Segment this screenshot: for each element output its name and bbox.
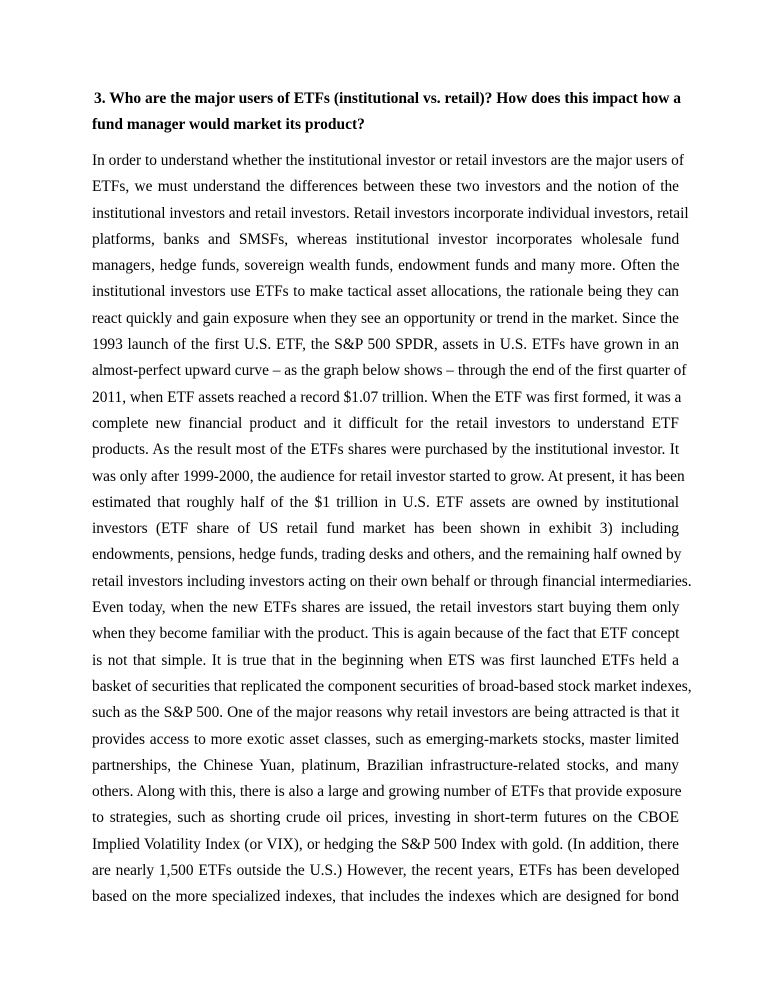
paragraph-line: products. As the result most of the ETFs shares were purchased by the institutional investor. It <box>92 441 680 459</box>
paragraph-line: almost-perfect upward curve – as the graph below shows – through the end of the first quarter of <box>92 362 687 380</box>
paragraph-line: platforms, banks and SMSFs, whereas institutional investor incorporates wholesale fund <box>92 230 680 248</box>
paragraph-line: complete new financial product and it difficult for the retail investors to understand ETF <box>92 414 679 432</box>
question-heading <box>92 86 684 138</box>
question-number: 3. <box>94 90 106 107</box>
paragraph-line: such as the S&P 500. One of the major reasons why retail investors are being attracted is that it <box>92 704 680 722</box>
paragraph-line: 1993 launch of the first U.S. ETF, the S&P 500 SPDR, assets in U.S. ETFs have grown in an <box>92 336 680 354</box>
paragraph-line: endowments, pensions, hedge funds, trading desks and others, and the remaining half owned by <box>92 546 682 564</box>
paragraph-line: when they become familiar with the product. This is again because of the fact that ETF concept <box>92 625 680 643</box>
question-text-line-2: fund manager would market its product? <box>92 116 365 133</box>
paragraph-line: basket of securities that replicated the component securities of broad-based stock market indexes, <box>92 677 692 695</box>
paragraph-line: ETFs, we must understand the differences between these two investors and the notion of the <box>92 178 679 196</box>
answer-paragraph <box>92 148 692 911</box>
paragraph-line: partnerships, the Chinese Yuan, platinum, Brazilian infrastructure-related stocks, and many <box>92 756 679 774</box>
paragraph-line: managers, hedge funds, sovereign wealth funds, endowment funds and many more. Often the <box>92 257 680 275</box>
paragraph-line: provides access to more exotic asset classes, such as emerging-markets stocks, master limited <box>92 730 679 748</box>
paragraph-line: to strategies, such as shorting crude oil prices, investing in short-term futures on the CBOE <box>92 809 679 827</box>
paragraph-line: was only after 1999-2000, the audience for retail investor started to grow. At present, it has been <box>92 467 685 485</box>
paragraph-line: 2011, when ETF assets reached a record $1.07 trillion. When the ETF was first formed, it was a <box>92 388 682 406</box>
paragraph-line: investors (ETF share of US retail fund market has been shown in exhibit 3) including <box>92 520 679 538</box>
paragraph-line: Implied Volatility Index (or VIX), or hedging the S&P 500 Index with gold. (In addition, there <box>92 835 679 853</box>
paragraph-line: retail investors including investors acting on their own behalf or through financial intermediaries. <box>92 572 692 590</box>
paragraph-line: react quickly and gain exposure when they see an opportunity or trend in the market. Since the <box>92 309 679 327</box>
paragraph-line: estimated that roughly half of the $1 trillion in U.S. ETF assets are owned by institutional <box>92 493 679 511</box>
paragraph-line: based on the more specialized indexes, that includes the indexes which are designed for bond <box>92 888 679 906</box>
paragraph-line: In order to understand whether the institutional investor or retail investors are the major users of <box>92 152 684 169</box>
paragraph-line: institutional investors use ETFs to make tactical asset allocations, the rationale being they can <box>92 283 679 301</box>
paragraph-line: is not that simple. It is true that in the beginning when ETS was first launched ETFs held a <box>92 651 679 669</box>
paragraph-line: are nearly 1,500 ETFs outside the U.S.) However, the recent years, ETFs has been developed <box>92 862 680 880</box>
paragraph-line: institutional investors and retail investors. Retail investors incorporate individual investors, retail <box>92 204 689 222</box>
question-text-line-1: Who are the major users of ETFs (institutional vs. retail)? How does this impact how a <box>109 90 682 107</box>
paragraph-line: others. Along with this, there is also a large and growing number of ETFs that provide exposure <box>92 783 682 801</box>
paragraph-line: Even today, when the new ETFs shares are issued, the retail investors start buying them only <box>92 599 680 617</box>
